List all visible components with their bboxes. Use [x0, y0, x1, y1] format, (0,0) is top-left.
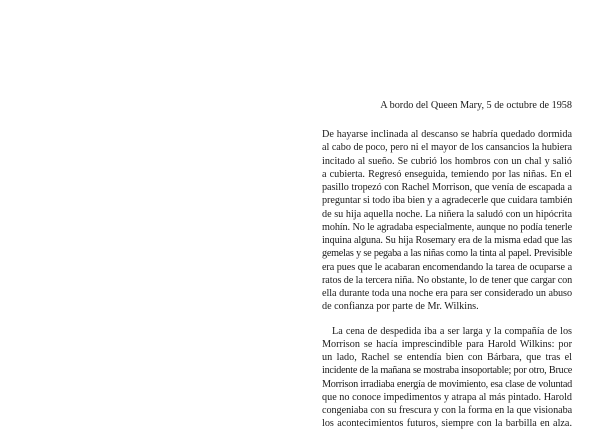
text-line: preguntar si todo iba bien y a agradecerle que cuidara también: [322, 195, 573, 207]
text-line: ratos de la tercera niña. No obstante, lo de tener que cargar con: [322, 274, 573, 286]
text-line: mohín. No le agradaba especialmente, aunque no podía tenerle: [322, 221, 572, 233]
text-line: inquina alguna. Su hija Rosemary era de la misma edad que las: [322, 235, 572, 246]
paragraph-1: [322, 128, 572, 314]
text-line: La cena de despedida iba a ser larga y la compañía de los: [332, 325, 572, 337]
text-line: Morrison se hacía imprescindible para Harold Wilkins: por: [322, 338, 572, 350]
text-line: congeniaba con su frescura y con la forma en la que visionaba: [322, 405, 573, 416]
text-line: incidente de la mañana se mostraba insoportable; por otro, Bruce: [322, 365, 572, 377]
text-line: de su hija aquella noche. La niñera la saludó con un hipócrita: [322, 208, 572, 220]
text-line: que no conoce impedimentos y atrapa al más pintado. Harold: [322, 391, 572, 403]
chapter-heading: A bordo del Queen Mary, 5 de octubre de 1958: [380, 100, 572, 111]
body-text: [322, 128, 572, 431]
text-line: De hayarse inclinada al descanso se habría quedado dormida: [322, 129, 572, 140]
text-line: un lado, Rachel se entendía bien con Bárbara, que tras el: [322, 352, 572, 363]
paragraph-2: [322, 325, 572, 431]
text-line: ella durante toda una noche era para ser considerado un abuso: [322, 288, 572, 299]
text-line: pasillo tropezó con Rachel Morrison, que venía de escapada a: [322, 182, 572, 193]
text-line: incitado al sueño. Se cubrió los hombros con un chal y salió: [322, 155, 572, 167]
text-line: de confianza por parte de Mr. Wilkins.: [322, 301, 479, 313]
text-line: era pues que le acabaran encomendando la tarea de ocuparse a: [322, 261, 572, 273]
text-line: a cubierta. Regresó enseguida, temiendo por las niñas. En el: [322, 168, 572, 180]
text-line: al cabo de poco, pero ni el mayor de los cansancios la hubiera: [322, 142, 572, 154]
text-line: gemelas y se pegaba a las niñas como la tinta al papel. Previsible: [322, 248, 572, 260]
text-line: Morrison irradiaba energía de movimiento, esa clase de voluntad: [322, 378, 572, 390]
text-line: los acontecimientos futuros, siempre con la barbilla en alza.: [322, 418, 572, 430]
